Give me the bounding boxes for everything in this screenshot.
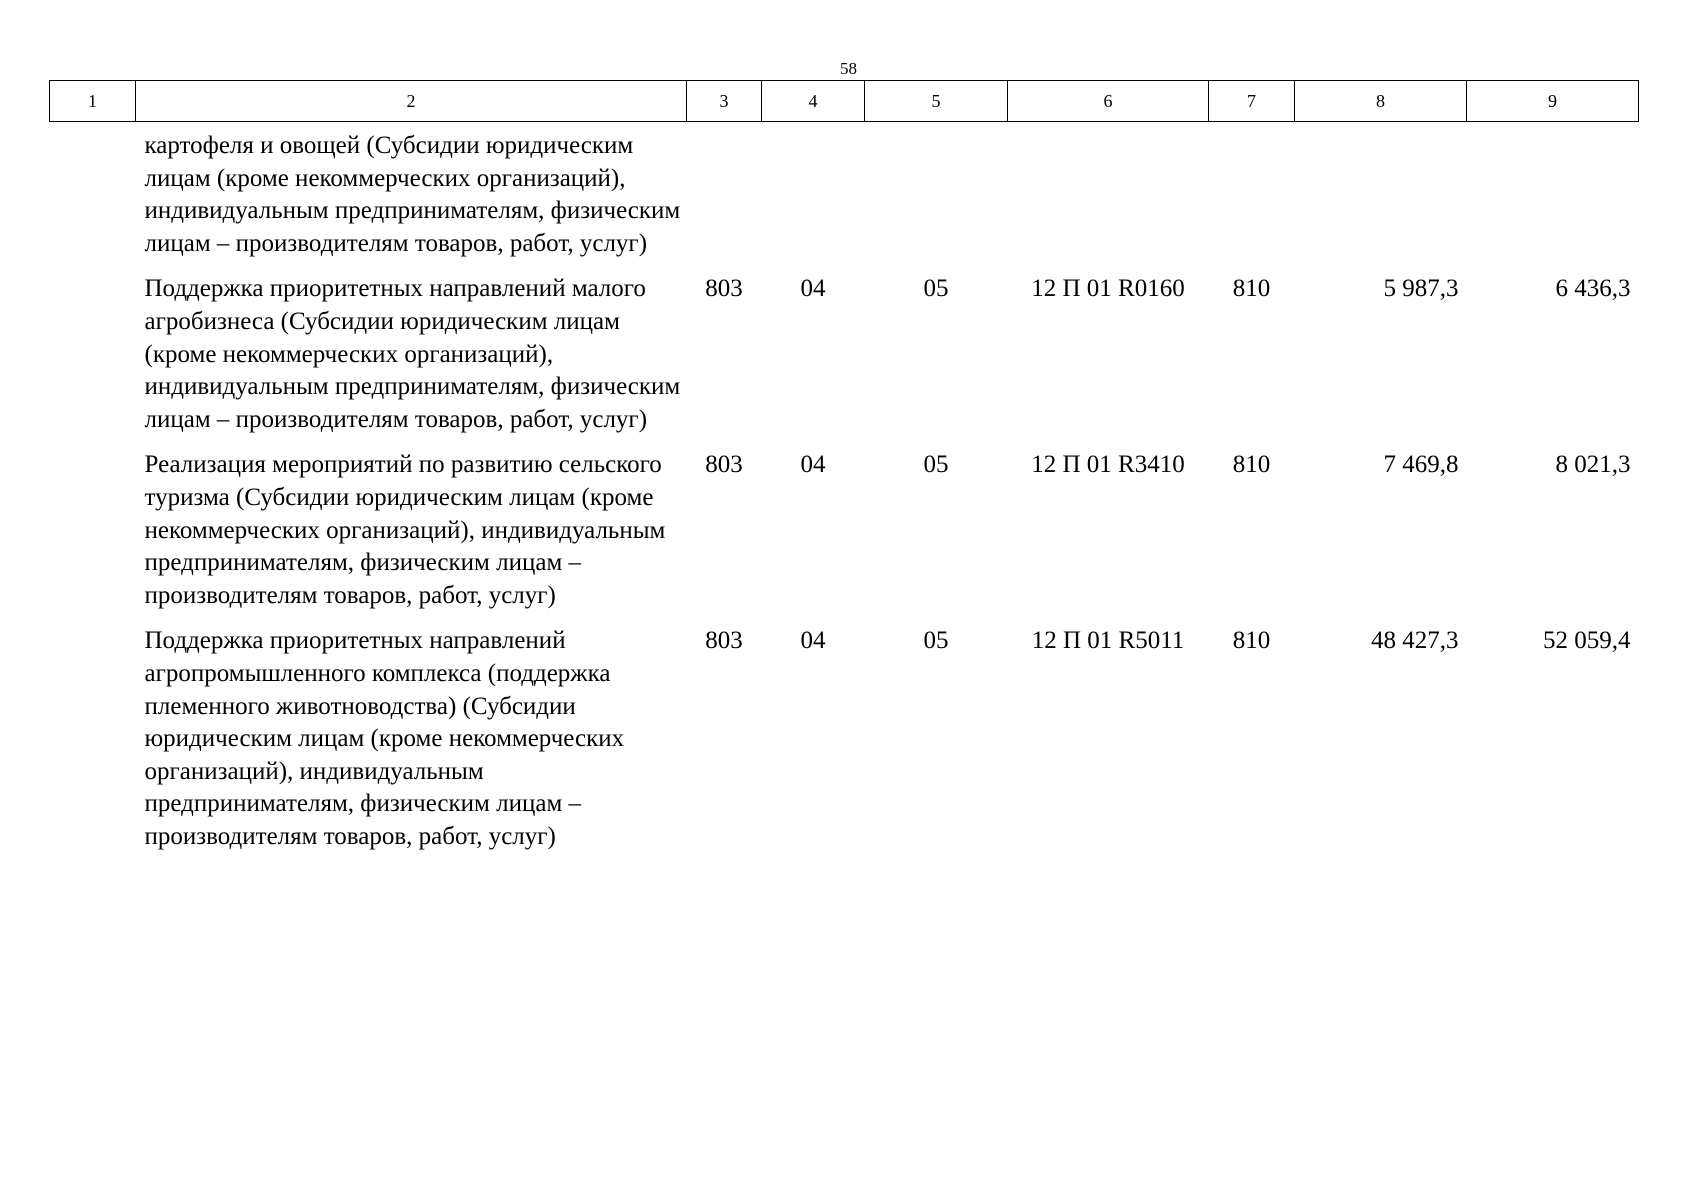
expense-type-cell: [1209, 122, 1295, 274]
column-number-3: 3: [687, 81, 762, 122]
subsection-code-cell: 05: [923, 451, 949, 479]
section-code-cell: 04: [800, 275, 826, 303]
ministry-code-cell: 803: [705, 275, 743, 303]
column-number-row: [50, 81, 1639, 122]
ministry-code-cell: 803: [705, 627, 743, 655]
column-number-2: 2: [136, 81, 687, 122]
ministry-code-cell: [687, 122, 762, 274]
row-index-cell: [50, 122, 136, 274]
table-row: [50, 273, 1639, 449]
row-index-cell: [50, 449, 136, 625]
column-number-6: 6: [1008, 81, 1209, 122]
subsection-code-cell: 05: [923, 275, 949, 303]
target-article-cell: 12 П 01 R3410: [1031, 451, 1185, 479]
amount-1-cell: [1295, 122, 1467, 274]
column-number-7: 7: [1209, 81, 1295, 122]
expense-name-cell: картофеля и овощей (Субсидии юридическим лицам (кроме некоммерческих организаций), индивидуальным предпринимателям, физическим лицам – производителям товаров, работ, услуг): [144, 132, 681, 257]
section-code-cell: 04: [800, 451, 826, 479]
table-row: [50, 625, 1639, 866]
column-number-8: 8: [1295, 81, 1467, 122]
section-code-cell: 04: [800, 627, 826, 655]
column-number-1: 1: [50, 81, 136, 122]
table-row: [50, 122, 1639, 274]
section-code-cell: [762, 122, 865, 274]
expense-type-cell: 810: [1232, 627, 1271, 655]
column-number-4: 4: [762, 81, 865, 122]
budget-table: [49, 80, 1639, 866]
table-row: [50, 449, 1639, 625]
amount-2-cell: 6 436,3: [1555, 275, 1631, 303]
expense-type-cell: 810: [1232, 275, 1271, 303]
expense-type-cell: 810: [1232, 451, 1271, 479]
amount-1-cell: 5 987,3: [1383, 275, 1459, 303]
expense-name-cell: Поддержка приоритетных направлений малого агробизнеса (Субсидии юридическим лицам (кроме некоммерческих организаций), индивидуальным предпринимателям, физическим лицам – производителям товаров, работ, услуг): [144, 275, 681, 433]
amount-1-cell: 7 469,8: [1383, 451, 1459, 479]
target-article-cell: 12 П 01 R0160: [1031, 275, 1185, 303]
subsection-code-cell: [865, 122, 1008, 274]
subsection-code-cell: 05: [923, 627, 949, 655]
target-article-cell: [1008, 122, 1209, 274]
row-index-cell: [50, 625, 136, 866]
expense-name-cell: Реализация мероприятий по развитию сельского туризма (Субсидии юридическим лицам (кроме некоммерческих организаций), индивидуальным предпринимателям, физическим лицам – производителям товаров, работ, услуг): [144, 451, 666, 609]
table-body: [50, 122, 1639, 867]
target-article-cell: 12 П 01 R5011: [1031, 627, 1185, 655]
amount-2-cell: 52 059,4: [1543, 627, 1631, 655]
page-number: 58: [840, 59, 857, 78]
expense-name-cell: Поддержка приоритетных направлений агропромышленного комплекса (поддержка племенного животноводства) (Субсидии юридическим лицам (кроме некоммерческих организаций), индивидуальным предпринимателям, физическим лицам – производителям товаров, работ, услуг): [144, 627, 625, 850]
ministry-code-cell: 803: [705, 451, 743, 479]
column-number-5: 5: [865, 81, 1008, 122]
column-number-9: 9: [1467, 81, 1639, 122]
table-header: [50, 81, 1639, 122]
amount-2-cell: [1467, 122, 1639, 274]
amount-1-cell: 48 427,3: [1371, 627, 1459, 655]
amount-2-cell: 8 021,3: [1555, 451, 1631, 479]
row-index-cell: [50, 273, 136, 449]
